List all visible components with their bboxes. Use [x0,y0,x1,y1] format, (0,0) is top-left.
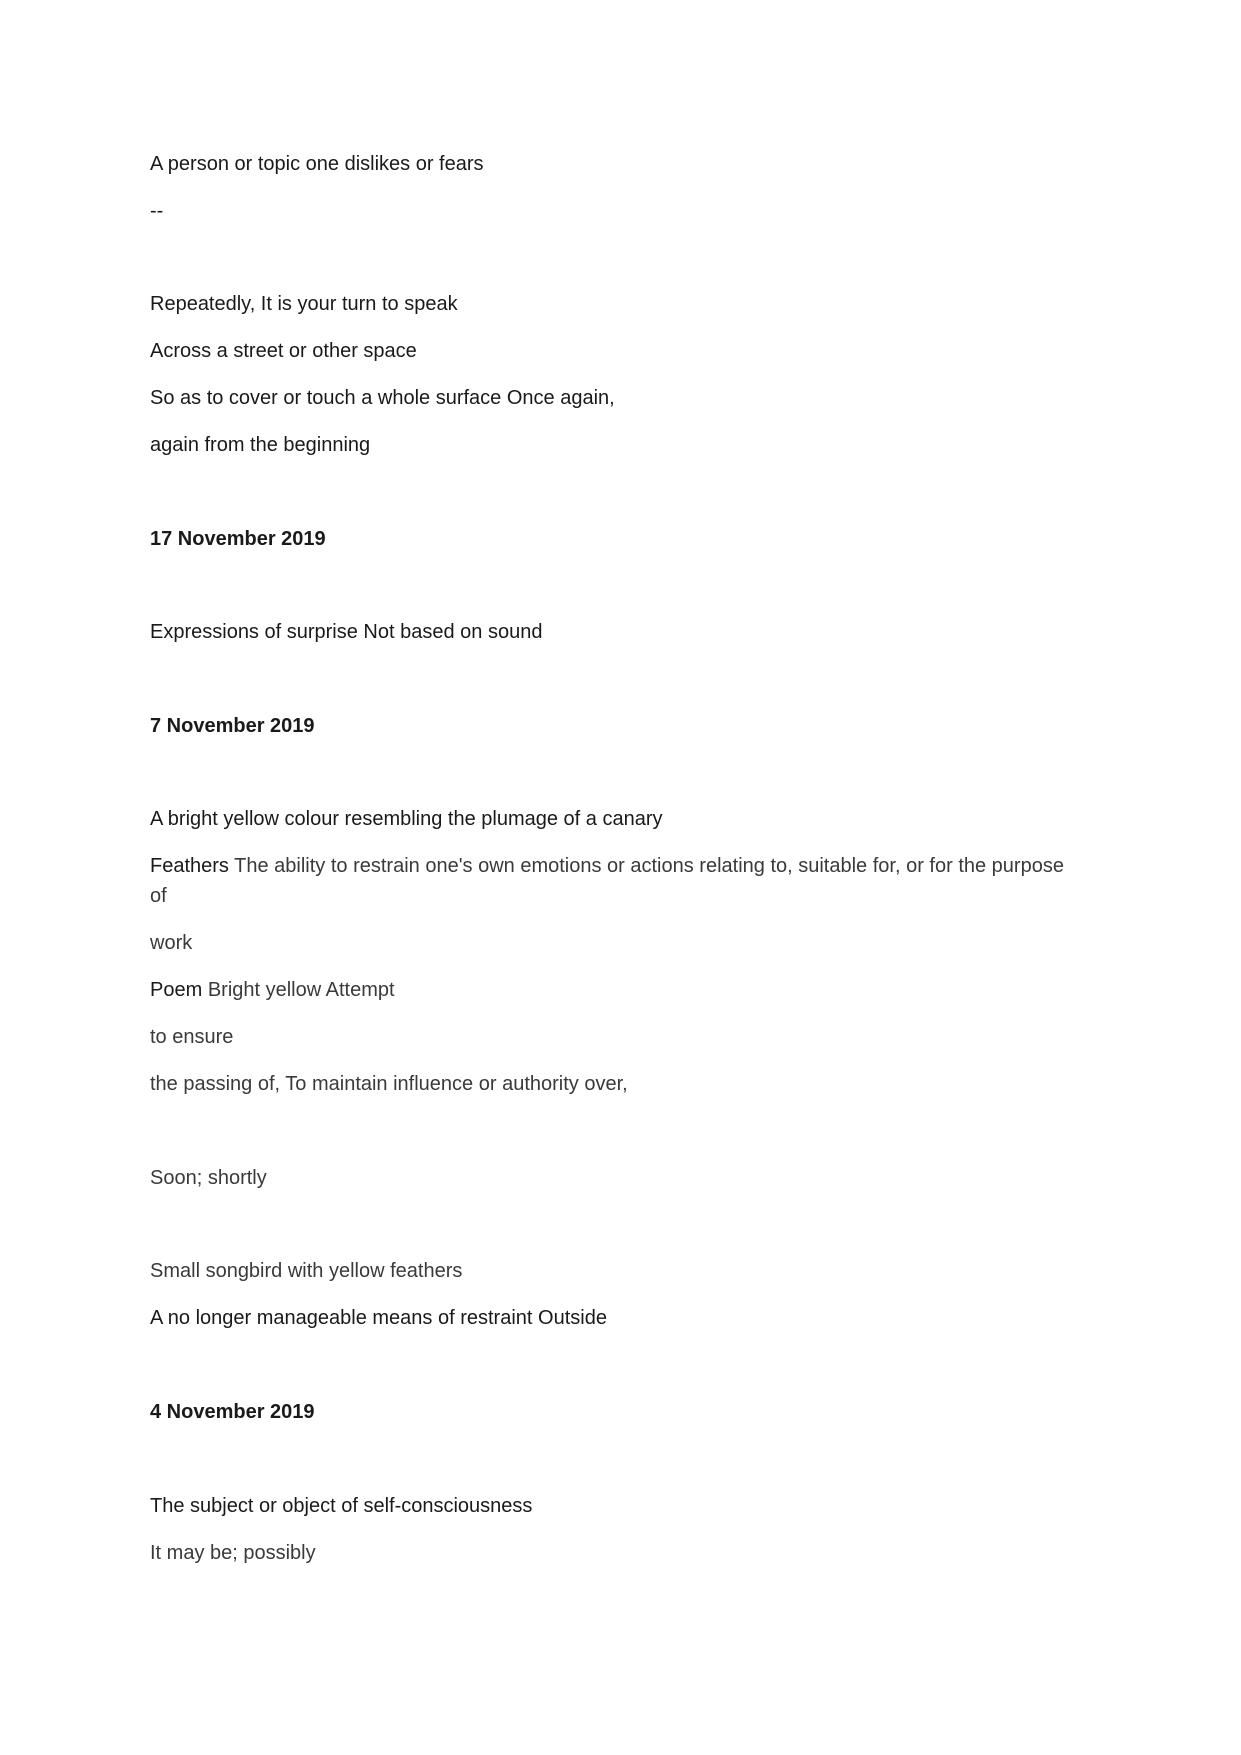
text-segment: Bright yellow Attempt [207,979,395,1001]
text-line: -- [150,200,164,222]
text-line: work [150,932,193,954]
text-line: A bright yellow colour resembling the plumage of a canary [150,808,663,830]
date-heading: 7 November 2019 [150,715,315,737]
text-line: A person or topic one dislikes or fears [150,153,484,175]
text-line [150,975,395,1005]
text-line: Expressions of surprise Not based on sound [150,621,543,643]
text-segment: Feathers [150,855,229,877]
text-line: A no longer manageable means of restraint Outside [150,1307,607,1329]
text-line: Soon; shortly [150,1167,267,1189]
text-line [150,851,1080,911]
text-line: Small songbird with yellow feathers [150,1260,463,1282]
date-heading: 4 November 2019 [150,1401,315,1423]
text-line: So as to cover or touch a whole surface Once again, [150,387,615,409]
text-line: to ensure [150,1026,234,1048]
text-line: the passing of, To maintain influence or authority over, [150,1073,628,1095]
text-segment: Poem [150,979,203,1001]
text-line: It may be; possibly [150,1542,316,1564]
text-line: The subject or object of self-consciousness [150,1495,533,1517]
date-heading: 17 November 2019 [150,528,326,550]
text-line: Across a street or other space [150,340,417,362]
text-line: again from the beginning [150,434,371,456]
text-segment: The ability to restrain one's own emotions or actions relating to, suitable for, or for the purpose of [150,855,1064,907]
text-line: Repeatedly, It is your turn to speak [150,293,458,315]
